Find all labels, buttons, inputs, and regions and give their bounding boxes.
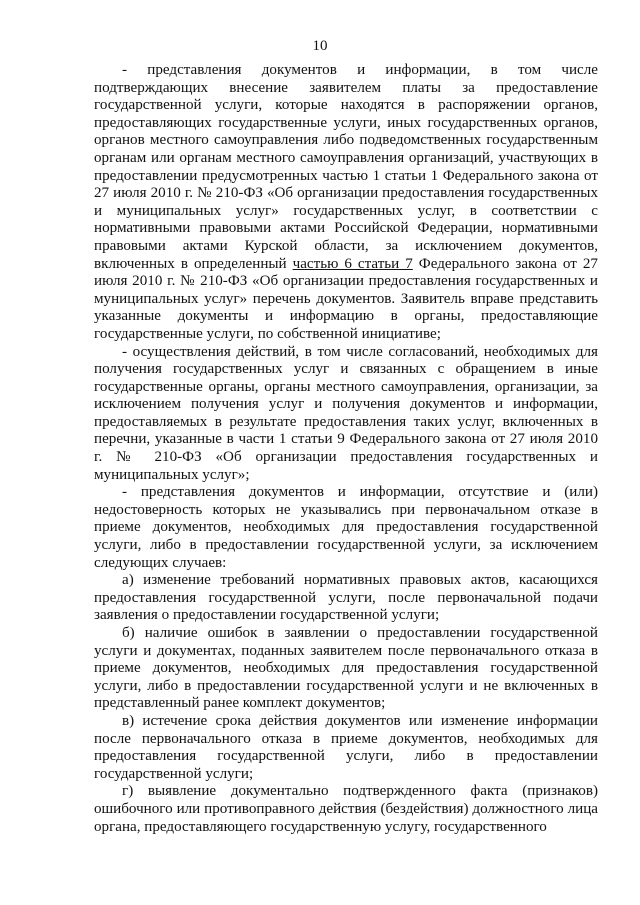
paragraph-text-continued: Федерального закона от 27 июля 2010 г. № 210-ФЗ «Об организации предоставления государственных и муниципальных услуг» перечень документов. Заявитель вправе представить указанные документы и информацию в органы, предоставляющие государственные услуги, по собственной инициативе; xyxy=(94,255,598,342)
list-item-a: а) изменение требований нормативных правовых актов, касающихся предоставления государственной услуги, после первоначальной подачи заявления о предоставлении государственной услуги; xyxy=(94,572,598,624)
page-number: 10 xyxy=(312,38,328,54)
paragraph-documents-in-possession xyxy=(94,62,598,344)
document-body xyxy=(94,62,598,836)
paragraph-unstated-documents: - представления документов и информации, отсутствие и (или) недостоверность которых не указывались при первоначальном отказе в приеме документов, необходимых для предоставления государственной услуги, либо в предоставлении государственной услуги, за исключением следующих случаев: xyxy=(94,484,598,571)
list-item-v: в) истечение срока действия документов или изменение информации после первоначального отказа в приеме документов, необходимых для предоставления государственной услуги, либо в предоставлении государственной услуги; xyxy=(94,712,598,782)
paragraph-text: - представления документов и информации, в том числе подтверждающих внесение заявителем платы за предоставление государственной услуги, которые находятся в распоряжении органов, предоставляющих государственные услуги, иных государственных органов, органов местного самоуправления либо подведомственных государственным органам или органам местного самоуправления организаций, участвующих в предоставлении предусмотренных частью 1 статьи 1 Федерального закона от 27 июля 2010 г. № 210-ФЗ «Об организации предоставления государственных и муниципальных услуг» государственных услуг, в соответствии с нормативными правовыми актами Российской Федерации, нормативными правовыми актами Курской области, за исключением документов, включенных в определенный xyxy=(94,62,598,272)
paragraph-approvals: - осуществления действий, в том числе согласований, необходимых для получения государственных услуг и связанных с обращением в иные государственные органы, органы местного самоуправления, организации, за исключением получения услуг и получения документов и информации, предоставляемых в результате предоставления таких услуг, включенных в перечни, указанные в части 1 статьи 9 Федерального закона от 27 июля 2010 г. № 210-ФЗ «Об организации предоставления государственных и муниципальных услуг»; xyxy=(94,343,598,483)
list-item-b: б) наличие ошибок в заявлении о предоставлении государственной услуги и документах, поданных заявителем после первоначального отказа в приеме документов, необходимых для предоставления государственной услуги, либо в предоставлении государственной услуги и не включенных в представленный ранее комплект документов; xyxy=(94,625,598,712)
list-item-g: г) выявление документально подтвержденного факта (признаков) ошибочного или противоправного действия (бездействия) должностного лица органа, предоставляющего государственную услугу, государственного xyxy=(94,783,598,835)
law-reference-link[interactable]: частью 6 статьи 7 xyxy=(292,255,413,272)
